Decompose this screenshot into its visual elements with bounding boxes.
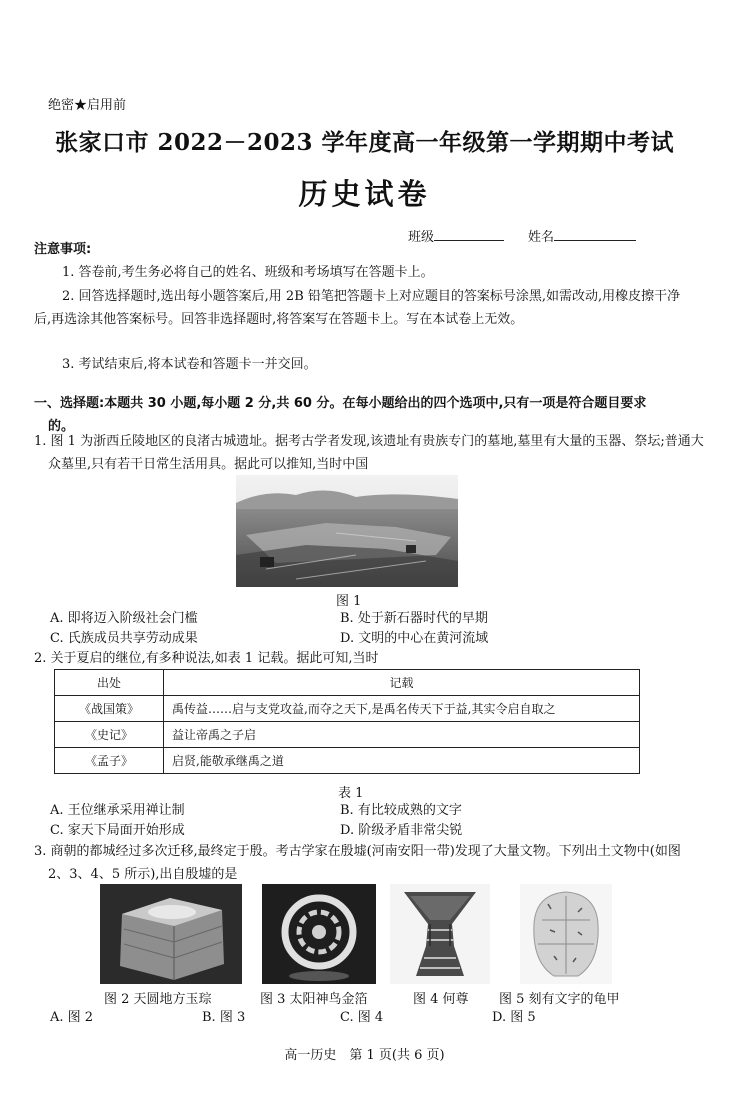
figure-3-caption: 图 3 太阳神鸟金箔 — [260, 992, 368, 1007]
table-cell-record: 禹传益……启与支党攻益,而夺之天下,是禹名传天下于益,其实令启自取之 — [164, 696, 640, 722]
q1-option-b[interactable]: B. 处于新石器时代的早期 — [340, 611, 488, 626]
subject-title: 历史试卷 — [298, 177, 431, 211]
q1-option-a[interactable]: A. 即将迈入阶级社会门槛 — [50, 611, 198, 626]
figure-5-caption: 图 5 刻有文字的龟甲 — [499, 992, 620, 1007]
table-cell-record: 启贤,能敬承继禹之道 — [164, 748, 640, 774]
q1-option-c[interactable]: C. 氏族成员共享劳动成果 — [50, 631, 198, 646]
q2-record-table — [54, 669, 640, 774]
table-row — [55, 722, 640, 748]
q2-option-c[interactable]: C. 家天下局面开始形成 — [50, 823, 185, 838]
figure-2-jade-cong — [100, 884, 242, 984]
q3-option-d[interactable]: D. 图 5 — [492, 1010, 536, 1025]
section-heading-text: 一、选择题:本题共 30 小题,每小题 2 分,共 60 分。在每小题给出的四个选项中,只有一项是符合题目要求的。 — [34, 396, 647, 434]
q3-stem: 3. 商朝的都城经过多次迁移,最终定于殷。考古学家在殷墟(河南安阳一带)发现了大量文物。下列出土文物中(如图 2、3、4、5 所示),出自殷墟的是 — [34, 844, 681, 882]
q3-option-b[interactable]: B. 图 3 — [202, 1010, 246, 1025]
table-header-record: 记载 — [164, 670, 640, 696]
figure-1-photo — [236, 475, 458, 587]
q2-option-a[interactable]: A. 王位继承采用禅让制 — [50, 803, 185, 818]
name-blank — [554, 228, 636, 241]
q2-option-d[interactable]: D. 阶级矛盾非常尖锐 — [340, 823, 463, 838]
table-row — [55, 696, 640, 722]
notice-heading: 注意事项: — [34, 242, 92, 257]
q3-option-a[interactable]: A. 图 2 — [50, 1010, 94, 1025]
table-cell-source: 《战国策》 — [55, 696, 164, 722]
turtle-shell-image — [520, 884, 612, 984]
table-header-row — [55, 670, 640, 696]
figure-4-caption: 图 4 何尊 — [413, 992, 469, 1007]
class-blank — [434, 228, 504, 241]
he-zun-image — [390, 884, 490, 984]
jade-cong-image — [100, 884, 242, 984]
figure-1-caption: 图 1 — [336, 594, 362, 609]
class-label: 班级 — [408, 230, 435, 245]
figure-5-turtle-shell — [520, 884, 612, 984]
exam-title: 张家口市 2022－2023 学年度高一年级第一学期期中考试 — [54, 129, 675, 156]
q3-option-c[interactable]: C. 图 4 — [340, 1010, 384, 1025]
table-1-caption: 表 1 — [338, 786, 364, 801]
q2-stem: 2. 关于夏启的继位,有多种说法,如表 1 记载。据此可知,当时 — [34, 651, 379, 666]
table-header-source: 出处 — [55, 670, 164, 696]
figure-4-he-zun — [390, 884, 490, 984]
q1-option-d[interactable]: D. 文明的中心在黄河流域 — [340, 631, 489, 646]
sun-bird-image — [262, 884, 376, 984]
table-cell-record: 益让帝禹之子启 — [164, 722, 640, 748]
notice-item-3: 3. 考试结束后,将本试卷和答题卡一并交回。 — [62, 357, 317, 372]
notice-item-1: 1. 答卷前,考生务必将自己的姓名、班级和考场填写在答题卡上。 — [62, 265, 434, 280]
liangzhu-site-image — [236, 475, 458, 587]
q2-option-b[interactable]: B. 有比较成熟的文字 — [340, 803, 462, 818]
name-label: 姓名 — [528, 230, 555, 245]
confidential-label: 绝密★启用前 — [48, 98, 127, 113]
q1-stem: 1. 图 1 为浙西丘陵地区的良渚古城遗址。据考古学者发现,该遗址有贵族专门的墓地,墓里有大量的玉器、祭坛;普通大众墓里,只有若干日常生活用具。据此可以推知,当时中国 — [34, 434, 704, 472]
name-field[interactable] — [528, 226, 636, 245]
table-cell-source: 《孟子》 — [55, 748, 164, 774]
notice-item-2: 2. 回答选择题时,选出每小题答案后,用 2B 铅笔把答题卡上对应题目的答案标号涂黑,如需改动,用橡皮擦干净后,再选涂其他答案标号。回答非选择题时,将答案写在答题卡上。写在本试卷上无效。 — [34, 289, 681, 327]
table-row — [55, 748, 640, 774]
table-cell-source: 《史记》 — [55, 722, 164, 748]
page-footer: 高一历史 第 1 页(共 6 页) — [284, 1048, 445, 1063]
class-field[interactable] — [408, 226, 504, 245]
figure-2-caption: 图 2 天圆地方玉琮 — [104, 992, 212, 1007]
figure-3-sun-bird-gold — [262, 884, 376, 984]
